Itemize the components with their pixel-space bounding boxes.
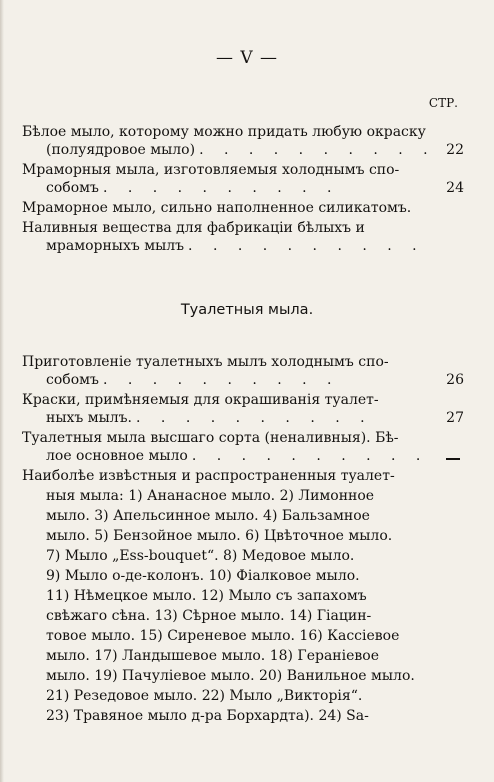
toc-line: 7) Мыло „Ess-bouquet“. 8) Медовое мыло.	[46, 548, 355, 564]
toc-line: Бѣлое мыло, которому можно придать любую окраску	[22, 124, 426, 140]
toc-line: 23) Травяное мыло д-ра Борхардта). 24) Sa-	[46, 708, 369, 724]
toc-line: мыло. 19) Пачулiевое мыло. 20) Ванильное мыло.	[46, 668, 415, 684]
page-dash-mark	[446, 458, 460, 460]
toc-line: мыло. 3) Апельсинное мыло. 4) Бальзамное	[46, 508, 370, 524]
toc-line: Приготовленіе туалетныхъ мылъ холоднымъ спо-	[22, 354, 389, 370]
toc-line: ныхъ мылъ. . . . . . . . . . .	[46, 410, 373, 426]
toc-line: Мраморное мыло, сильно наполненное силикатомъ.	[22, 200, 412, 216]
toc-line: Мраморныя мыла, изготовляемыя холоднымъ спо-	[22, 162, 400, 178]
toc-line: Наиболѣе извѣстныя и распространенныя туалет-	[22, 468, 395, 484]
section-title: Туалетныя мыла.	[180, 302, 314, 318]
toc-page-number: 24	[446, 180, 464, 196]
toc-line: лое основное мыло . . . . . . . . . .	[46, 448, 429, 464]
toc-line: мыло. 17) Ландышевое мыло. 18) Гераніевое	[46, 648, 379, 664]
toc-page-number: 22	[446, 142, 464, 158]
toc-line: собомъ . . . . . . . . . .	[46, 180, 340, 196]
toc-line: 11) Нѣмецкое мыло. 12) Мыло съ запахомъ	[46, 588, 367, 604]
page-folio: — V —	[215, 48, 279, 68]
toc-page-number: 26	[446, 372, 464, 388]
toc-line: ныя мыла: 1) Ананасное мыло. 2) Лимонное	[46, 488, 375, 504]
toc-line: 9) Мыло о-де-колонъ. 10) Фіалковое мыло.	[46, 568, 360, 584]
page-edge-shadow	[0, 0, 4, 782]
toc-line: товое мыло. 15) Сиреневое мыло. 16) Кассіевое	[46, 628, 400, 644]
toc-line: мраморныхъ мылъ . . . . . . . . . .	[46, 238, 425, 254]
toc-line: мыло. 5) Бензойное мыло. 6) Цвѣточное мыло.	[46, 528, 393, 544]
toc-line: свѣжаго сѣна. 13) Сѣрное мыло. 14) Гіацин-	[46, 608, 372, 624]
toc-line: Наливныя вещества для фабрикаціи бѣлыхъ и	[22, 220, 365, 236]
toc-line: (полуядровое мыло) . . . . . . . . . .	[46, 142, 436, 158]
toc-line: Туалетныя мыла высшаго сорта (неналивныя). Бѣ-	[22, 430, 399, 446]
toc-page-number: 27	[446, 410, 464, 426]
page-column-header: СТР.	[428, 96, 458, 110]
toc-line: 21) Резедовое мыло. 22) Мыло „Викторія“.	[46, 688, 363, 704]
toc-line: Краски, примѣняемыя для окрашиванія туалет-	[22, 392, 379, 408]
toc-line: собомъ . . . . . . . . . .	[46, 372, 340, 388]
toc-page-number	[424, 446, 464, 466]
